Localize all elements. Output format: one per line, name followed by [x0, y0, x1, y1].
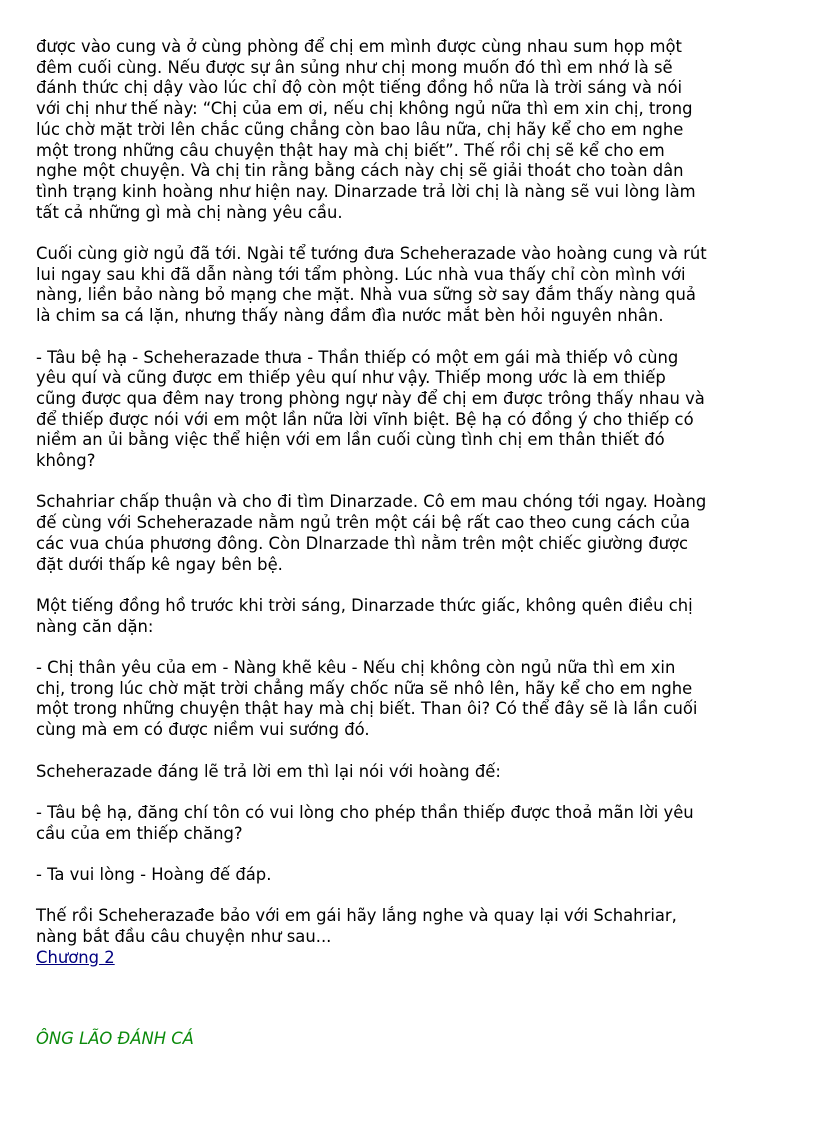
paragraph-1: được vào cung và ở cùng phòng để chị em mình được cùng nhau sum họp một đêm cuối cùng. Nếu được sự ân sủng như chị mong muốn đó thì em nhớ là sẽ đánh thức chị dậy vào lúc chỉ độ còn một tiếng đồng hồ nữa là trời sáng và nói với chị như thế này: “Chị của em ơi, nếu chị không ngủ nữa thì em xin chị, trong lúc chờ mặt trời lên chắc cũng chẳng còn bao lâu nữa, chị hãy kể cho em nghe một trong những câu chuyện thật hay mà chị biết”. Thế rồi chị sẽ kể cho em nghe một chuyện. Và chị tin rằng bằng cách này chị sẽ giải thoát cho toàn dân tình trạng kinh hoàng như hiện nay. Dinarzade trả lời chị là nàng sẽ vui lòng làm tất cả những gì mà chị nàng yêu cầu. [36, 37, 696, 222]
paragraph-6: - Chị thân yêu của em - Nàng khẽ kêu - Nếu chị không còn ngủ nữa thì em xin chị, trong lúc chờ mặt trời chẳng mấy chốc nữa sẽ nhô lên, hãy kể cho em nghe một trong những chuyện thật hay mà chị biết. Than ôi? Có thể đây sẽ là lần cuối cùng mà em có được niềm vui sướng đó. [36, 658, 698, 740]
document-body [36, 37, 780, 969]
paragraph-4: Schahriar chấp thuận và cho đi tìm Dinarzade. Cô em mau chóng tới ngay. Hoàng đế cùng với Scheherazade nằm ngủ trên một cái bệ rất cao theo cung cách của các vua chúa phương đông. Còn Dlnarzade thì nằm trên một chiếc giường được đặt dưới thấp kê ngay bên bệ. [36, 492, 707, 574]
chapter-heading: ÔNG LÃO ĐÁNH CÁ [36, 1029, 194, 1048]
paragraph-2: Cuối cùng giờ ngủ đã tới. Ngài tể tướng đưa Scheherazade vào hoàng cung và rút lui ngay sau khi đã dẫn nàng tới tẩm phòng. Lúc nhà vua thấy chỉ còn mình với nàng, liền bảo nàng bỏ mạng che mặt. Nhà vua sững sờ say đắm thấy nàng quả là chim sa cá lặn, nhưng thấy nàng đầm đìa nước mắt bèn hỏi nguyên nhân. [36, 244, 707, 326]
chapter-2-link[interactable]: Chương 2 [36, 947, 115, 967]
paragraph-7: Scheherazade đáng lẽ trả lời em thì lại nói với hoàng đế: [36, 761, 501, 781]
paragraph-10: Thế rồi Scheherazađe bảo với em gái hãy lắng nghe và quay lại với Schahriar, nàng bắt đầu câu chuyện như sau... [36, 906, 677, 947]
paragraph-3: - Tâu bệ hạ - Scheherazade thưa - Thần thiếp có một em gái mà thiếp vô cùng yêu quí và cũng được em thiếp yêu quí như vậy. Thiếp mong ước là em thiếp cũng được qua đêm nay trong phòng ngự này để chị em được trông thấy nhau và để thiếp được nói với em một lần nữa lời vĩnh biệt. Bệ hạ có đồng ý cho thiếp có niềm an ủi bằng việc thể hiện với em lần cuối cùng tình chị em thân thiết đó không? [36, 347, 705, 471]
paragraph-8: - Tâu bệ hạ, đăng chí tôn có vui lòng cho phép thần thiếp được thoả mãn lời yêu cầu của em thiếp chăng? [36, 802, 694, 843]
paragraph-5: Một tiếng đồng hồ trước khi trời sáng, Dinarzade thức giấc, không quên điều chị nàng căn dặn: [36, 595, 693, 636]
paragraph-9: - Ta vui lòng - Hoàng đế đáp. [36, 865, 272, 884]
